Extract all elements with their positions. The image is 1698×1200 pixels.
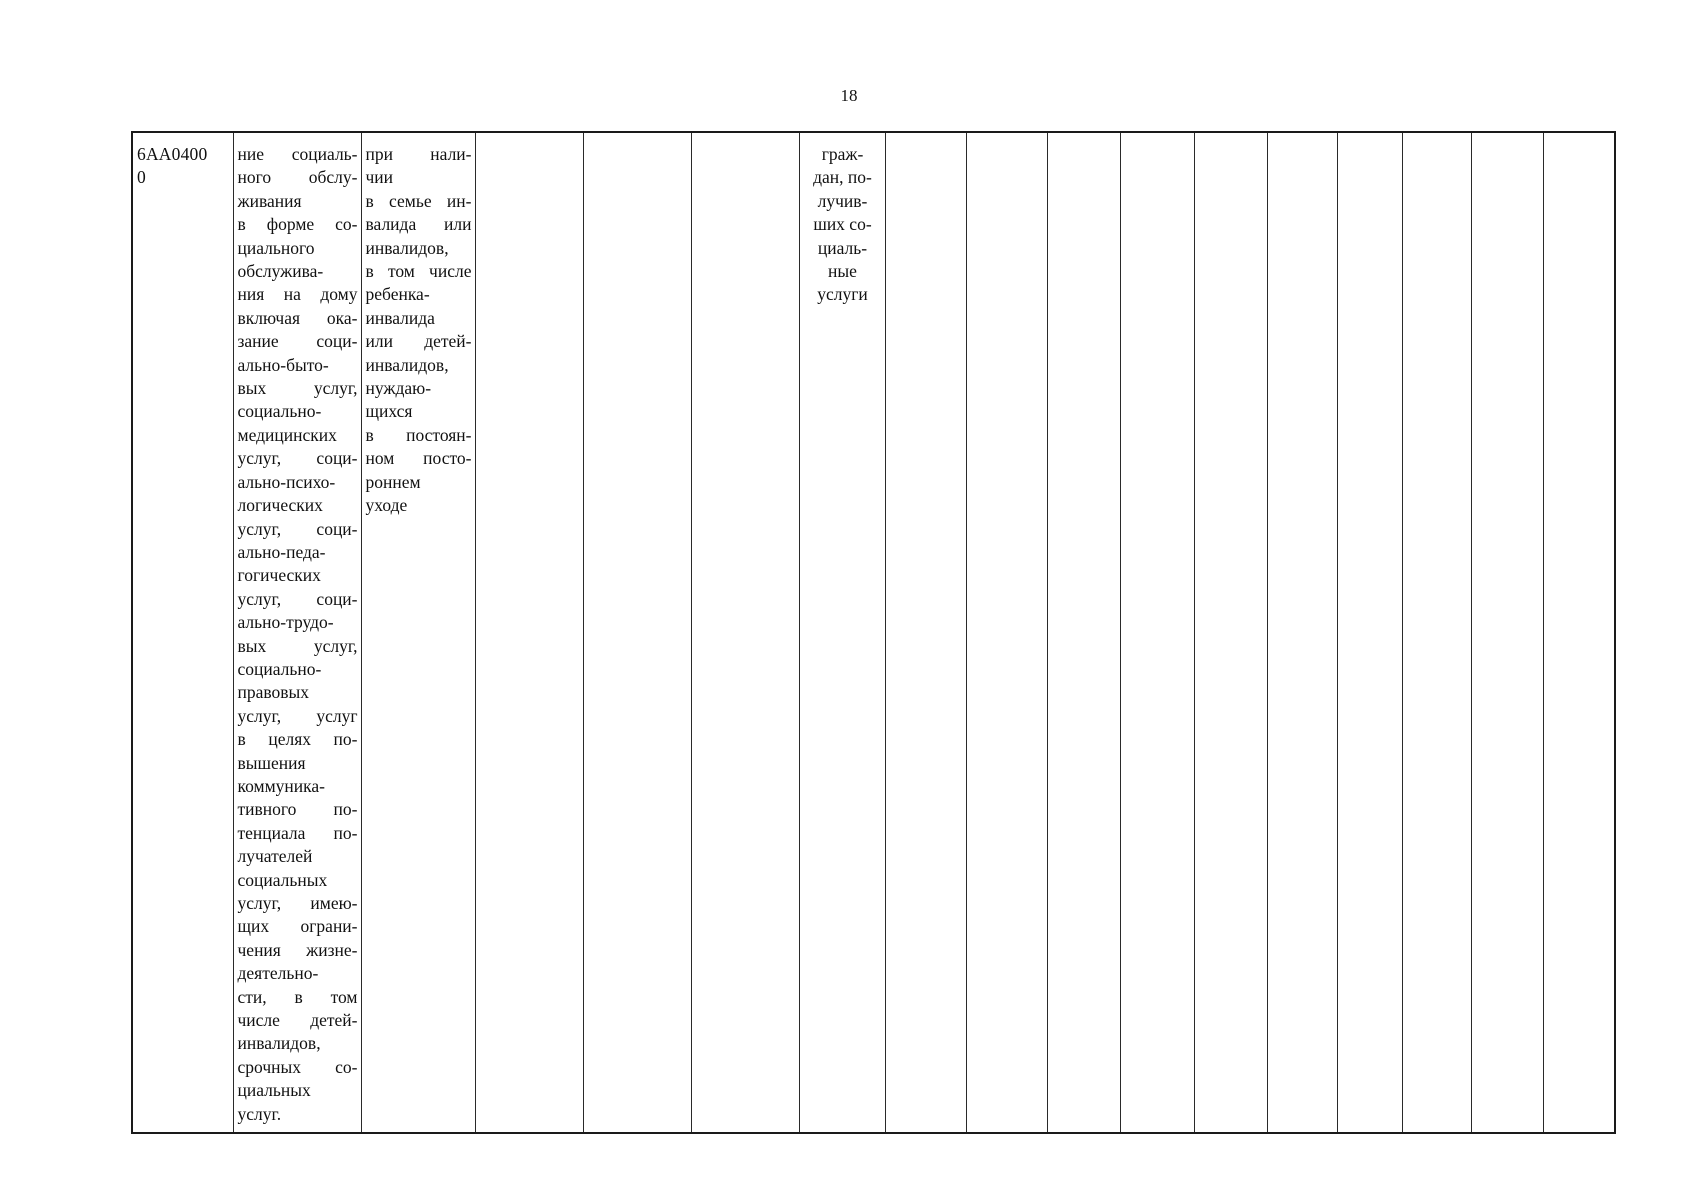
text-line: социально- xyxy=(237,658,322,679)
text-line: деятельно- xyxy=(237,963,319,984)
cell-empty xyxy=(1194,132,1267,1133)
cell-condition xyxy=(361,132,475,1133)
text-line: в целях по- xyxy=(237,729,358,750)
code-line: 6АА0400 xyxy=(137,144,208,164)
cell-unit xyxy=(799,132,885,1133)
cell-empty xyxy=(1337,132,1402,1133)
cell-empty xyxy=(475,132,583,1133)
text-line: нуждаю- xyxy=(365,378,432,399)
text-line: социальных xyxy=(237,869,328,890)
text-line: циального xyxy=(237,237,315,258)
text-line: правовых xyxy=(237,682,310,703)
text-line: инвалидов, xyxy=(365,237,449,258)
cell-empty xyxy=(691,132,799,1133)
text-line: тивного по- xyxy=(237,799,358,820)
text-line: ном посто- xyxy=(365,448,472,469)
text-line: ально-психо- xyxy=(237,471,336,492)
text-line: живания xyxy=(237,190,302,211)
cell-empty xyxy=(1543,132,1615,1133)
text-line: ально-трудо- xyxy=(237,612,334,633)
text-line: сти, в том xyxy=(237,986,358,1007)
cell-empty xyxy=(1402,132,1471,1133)
text-line: тенциала по- xyxy=(237,822,358,843)
text-line: срочных со- xyxy=(237,1056,358,1077)
text-line: уходе xyxy=(365,495,408,516)
services-table xyxy=(131,131,1616,1134)
text-line: инвалидов, xyxy=(365,354,449,375)
text-line: валида или xyxy=(365,214,472,235)
text-line: услуг. xyxy=(237,1103,282,1124)
table-row xyxy=(132,132,1615,1133)
text-line: услуг, соци- xyxy=(237,448,358,469)
text-line: ально-педа- xyxy=(237,541,326,562)
cell-empty xyxy=(583,132,691,1133)
cell-empty xyxy=(1471,132,1543,1133)
text-line: услуги xyxy=(817,284,868,305)
text-line: включая ока- xyxy=(237,307,358,328)
text-line: роннем xyxy=(365,471,421,492)
text-line: при нали- xyxy=(365,144,472,164)
text-line: ших со- xyxy=(813,214,872,235)
text-line: вых услуг, xyxy=(237,378,358,399)
text-line: коммуника- xyxy=(237,775,325,796)
text-line: ребенка- xyxy=(365,284,430,305)
text-line: дан, по- xyxy=(813,167,872,188)
text-line: услуг, услуг xyxy=(237,705,358,726)
text-line: граж- xyxy=(821,144,864,164)
text-line: услуг, соци- xyxy=(237,588,358,609)
text-line: лучателей xyxy=(237,846,313,867)
text-line: циаль- xyxy=(817,237,868,258)
text-line: ние социаль- xyxy=(237,144,358,164)
text-line: услуг, имею- xyxy=(237,893,358,913)
text-line: зание соци- xyxy=(237,331,358,352)
text-line: в форме со- xyxy=(237,214,358,235)
text-line: инвалидов, xyxy=(237,1033,321,1054)
text-line: в семье ин- xyxy=(365,190,472,211)
text-line: в том числе xyxy=(365,261,472,282)
cell-empty xyxy=(966,132,1047,1133)
text-line: циальных xyxy=(237,1080,311,1101)
text-line: ного обслу- xyxy=(237,167,358,188)
text-line: вых услуг, xyxy=(237,635,358,656)
text-line: числе детей- xyxy=(237,1010,358,1031)
cell-empty xyxy=(885,132,966,1133)
text-line: щихся xyxy=(365,401,413,422)
text-line: инвалида xyxy=(365,307,435,328)
text-line: щих ограни- xyxy=(237,916,358,937)
text-line: или детей- xyxy=(365,331,472,352)
text-line: логических xyxy=(237,495,323,516)
text-line: чения жизне- xyxy=(237,939,358,960)
text-line: ния на дому xyxy=(237,284,358,305)
text-line: ные xyxy=(828,261,857,282)
text-line: лучив- xyxy=(817,190,868,211)
text-line: ально-быто- xyxy=(237,354,329,375)
text-line: медицинских xyxy=(237,424,337,445)
text-line: социально- xyxy=(237,401,322,422)
cell-service-description xyxy=(233,132,361,1133)
text-line: вышения xyxy=(237,752,306,773)
cell-code xyxy=(132,132,233,1133)
cell-empty xyxy=(1047,132,1120,1133)
text-line: в постоян- xyxy=(365,424,472,445)
text-line: обслужива- xyxy=(237,261,324,282)
text-line: услуг, соци- xyxy=(237,518,358,539)
page-number: 18 xyxy=(840,86,858,105)
cell-empty xyxy=(1267,132,1337,1133)
code-line: 0 xyxy=(137,167,146,188)
text-line: чии xyxy=(365,167,394,188)
cell-empty xyxy=(1120,132,1194,1133)
text-line: гогических xyxy=(237,565,321,586)
